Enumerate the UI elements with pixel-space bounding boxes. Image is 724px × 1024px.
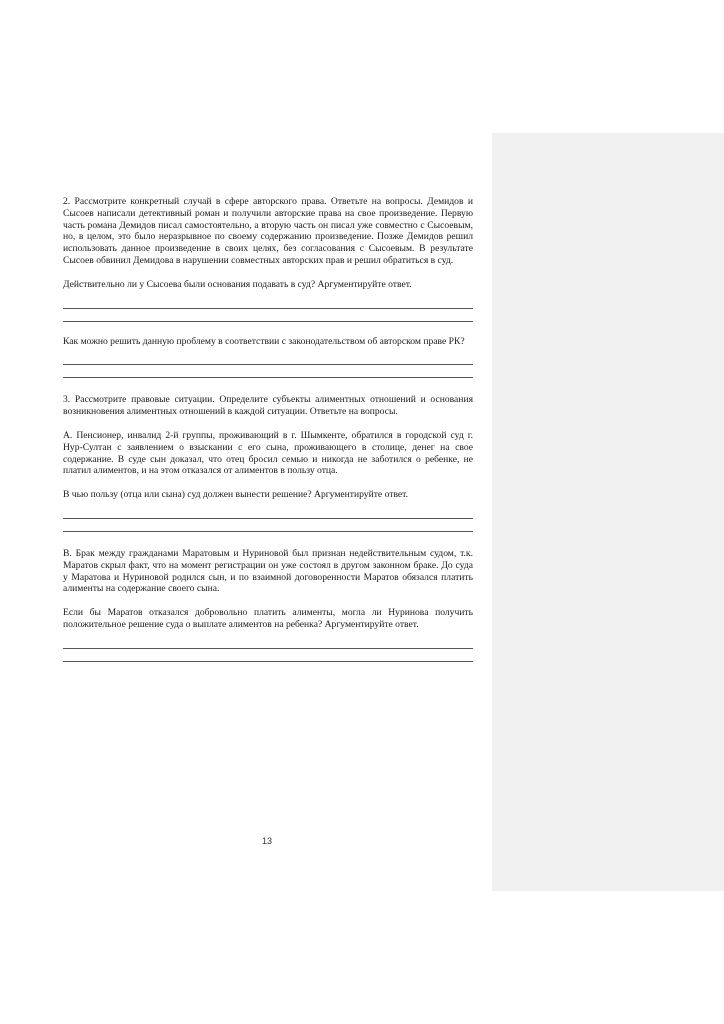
- answer-line: [63, 352, 473, 365]
- task3-intro: 3. Рассмотрите правовые ситуации. Определите субъекты алиментных отношений и основания возникновения алиментных отношений в каждой ситуации. Ответьте на вопросы.: [63, 394, 473, 418]
- task3-question-b: Если бы Маратов отказался добровольно платить алименты, могла ли Нуринова получить положительное решение суда о выплате алиментов на ребенка? Аргументируйте ответ.: [63, 607, 473, 630]
- answer-lines-task3-b: [63, 636, 473, 662]
- task3-case-a: А. Пенсионер, инвалид 2-й группы, проживающий в г. Шымкенте, обратился в городской суд г. Нур-Султан с заявлением о взыскании с его сына, проживающего в столице, денег на свое содержание. В суде сын доказал, что отец бросил семью и никогда не заботился о ребенке, не платил алиментов, и на этом отказался от алиментов в пользу отца.: [63, 429, 473, 477]
- answer-line: [63, 365, 473, 378]
- task3-case-b: В. Брак между гражданами Маратовым и Нуриновой был признан недействительным судом, т.к. Маратов скрыл факт, что на момент регистрации он уже состоял в другом законном браке. До суда у Маратова и Нуриновой родился сын, и по взаимной договоренности Маратов обязался платить алименты на содержание своего сына.: [63, 547, 473, 595]
- answer-lines-task2-q2: [63, 352, 473, 378]
- task3-question-a: В чью пользу (отца или сына) суд должен вынести решение? Аргументируйте ответ.: [63, 489, 409, 501]
- document-body: [63, 196, 473, 662]
- answer-line: [63, 296, 473, 309]
- answer-line: [63, 506, 473, 519]
- answer-lines-task3-a: [63, 506, 473, 532]
- answer-line: [63, 519, 473, 532]
- comment-pane: [492, 133, 724, 891]
- task2-question2: Как можно решить данную проблему в соответствии с законодательством об авторском праве РК?: [63, 335, 465, 347]
- task2-question1: Действительно ли у Сысоева были основания подавать в суд? Аргументируйте ответ.: [63, 278, 412, 290]
- answer-line: [63, 309, 473, 322]
- answer-line: [63, 636, 473, 649]
- answer-line: [63, 649, 473, 662]
- task2-intro: 2. Рассмотрите конкретный случай в сфере авторского права. Ответьте на вопросы. Демидов и Сысоев написали детективный роман и получили авторские права на свое произведение. Первую часть романа Демидов писал самостоятельно, а вторую часть он писал уже совместно с Сысоевым, но, в целом, это было неразрывное по своему содержанию произведение. Позже Демидов решил использовать данное произведение в своих целях, без согласования с Сысоевым. В результате Сысоев обвинил Демидова в нарушении совместных авторских прав и решил обратиться в суд.: [63, 196, 473, 266]
- page-number: 13: [261, 836, 272, 846]
- answer-lines-task2-q1: [63, 296, 473, 322]
